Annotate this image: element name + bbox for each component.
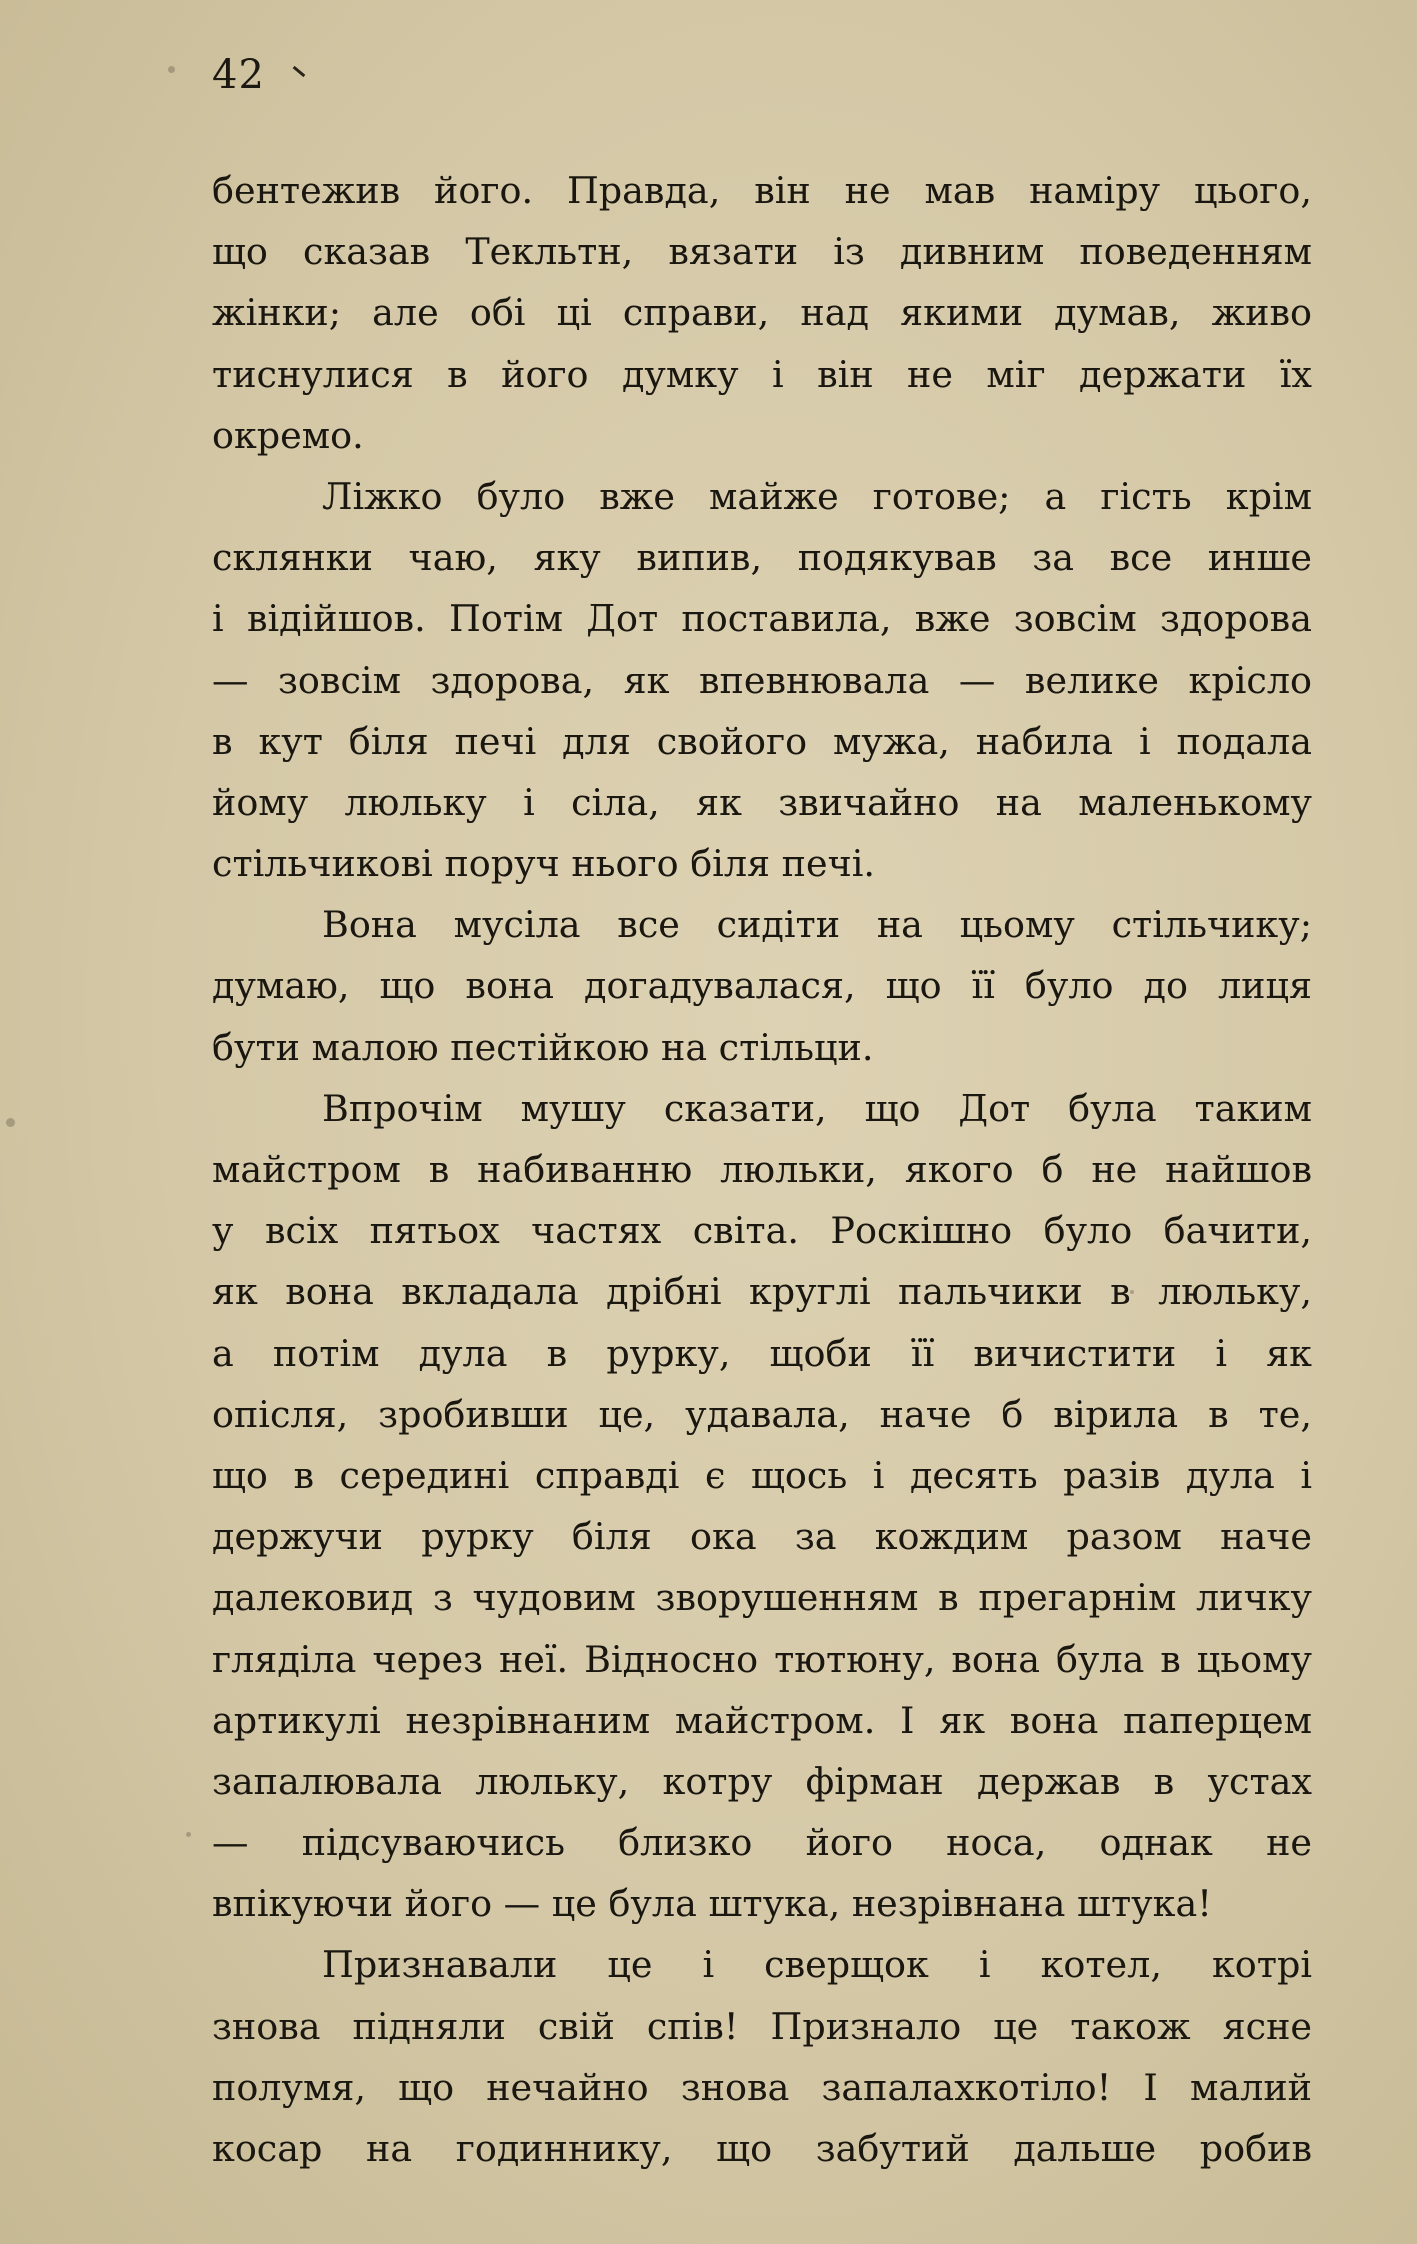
text-line: гляділа через неї. Відносно тютюну, вона була в цьому bbox=[212, 1637, 1312, 1681]
paper-speck bbox=[168, 66, 175, 73]
text-line: далековид з чудовим зворушенням в прегарнім личку bbox=[212, 1576, 1312, 1620]
paper-speck bbox=[6, 1118, 15, 1127]
text-line: і відійшов. Потім Дот поставила, вже зовсім здорова bbox=[212, 597, 1312, 641]
text-line: Впрочім мушу сказати, що Дот була таким bbox=[322, 1086, 1312, 1130]
text-line: впікуючи його — це була штука, незрівнана штука! bbox=[212, 1882, 1212, 1926]
text-line: думаю, що вона догадувалася, що її було до лиця bbox=[212, 964, 1312, 1008]
paper-speck bbox=[186, 1832, 191, 1837]
page-number-mark bbox=[293, 66, 306, 77]
text-line: Ліжко було вже майже готове; а гість крім bbox=[322, 474, 1312, 518]
text-line: що в середині справді є щось і десять разів дула і bbox=[212, 1453, 1312, 1497]
text-line: знова підняли свій спів! Признало це також ясне bbox=[212, 2004, 1312, 2048]
text-line: бути малою пестійкою на стільци. bbox=[212, 1025, 874, 1069]
text-line: артикулі незрівнаним майстром. І як вона паперцем bbox=[212, 1698, 1312, 1742]
text-line: — підсуваючись близко його носа, однак не bbox=[212, 1821, 1312, 1865]
text-line: у всіх пятьох частях світа. Роскішно було бачити, bbox=[212, 1209, 1312, 1253]
text-line: Вона мусіла все сидіти на цьому стільчику; bbox=[322, 903, 1312, 947]
text-line: бентежив його. Правда, він не мав наміру цього, bbox=[212, 169, 1312, 212]
text-line: косар на годиннику, що забутий дальше робив bbox=[212, 2127, 1312, 2170]
text-line: Признавали це і сверщок і котел, котрі bbox=[322, 1943, 1312, 1987]
text-line: що сказав Текльтн, вязати із дивним поведенням bbox=[212, 230, 1312, 274]
text-line: полумя, що нечайно знова запалахкотіло! І малий bbox=[212, 2065, 1312, 2109]
text-line: окремо. bbox=[212, 413, 364, 457]
text-line: в кут біля печі для свойого мужа, набила і подала bbox=[212, 719, 1312, 763]
text-line: запалювала люльку, котру фірман держав в устах bbox=[212, 1759, 1312, 1803]
text-line: склянки чаю, яку випив, подякував за все инше bbox=[212, 536, 1312, 580]
text-line: а потім дула в рурку, щоби її вичистити і як bbox=[212, 1331, 1312, 1375]
body-text bbox=[212, 160, 1312, 2179]
text-line: — зовсім здорова, як впевнювала — велике крісло bbox=[212, 658, 1312, 702]
text-line: тиснулися в його думку і він не міг держати їх bbox=[212, 352, 1312, 396]
text-line: опісля, зробивши це, удавала, наче б вірила в те, bbox=[212, 1392, 1312, 1436]
text-line: йому люльку і сіла, як звичайно на маленькому bbox=[212, 780, 1312, 824]
text-line: майстром в набиванню люльки, якого б не найшов bbox=[212, 1148, 1312, 1191]
text-line: як вона вкладала дрібні круглі пальчики в люльку, bbox=[212, 1270, 1312, 1314]
text-line: жінки; але обі ці справи, над якими думав, живо bbox=[212, 291, 1312, 335]
text-line: держучи рурку біля ока за кождим разом наче bbox=[212, 1515, 1312, 1559]
page-number: 42 bbox=[212, 52, 265, 98]
text-line: стільчикові поруч нього біля печі. bbox=[212, 842, 875, 886]
